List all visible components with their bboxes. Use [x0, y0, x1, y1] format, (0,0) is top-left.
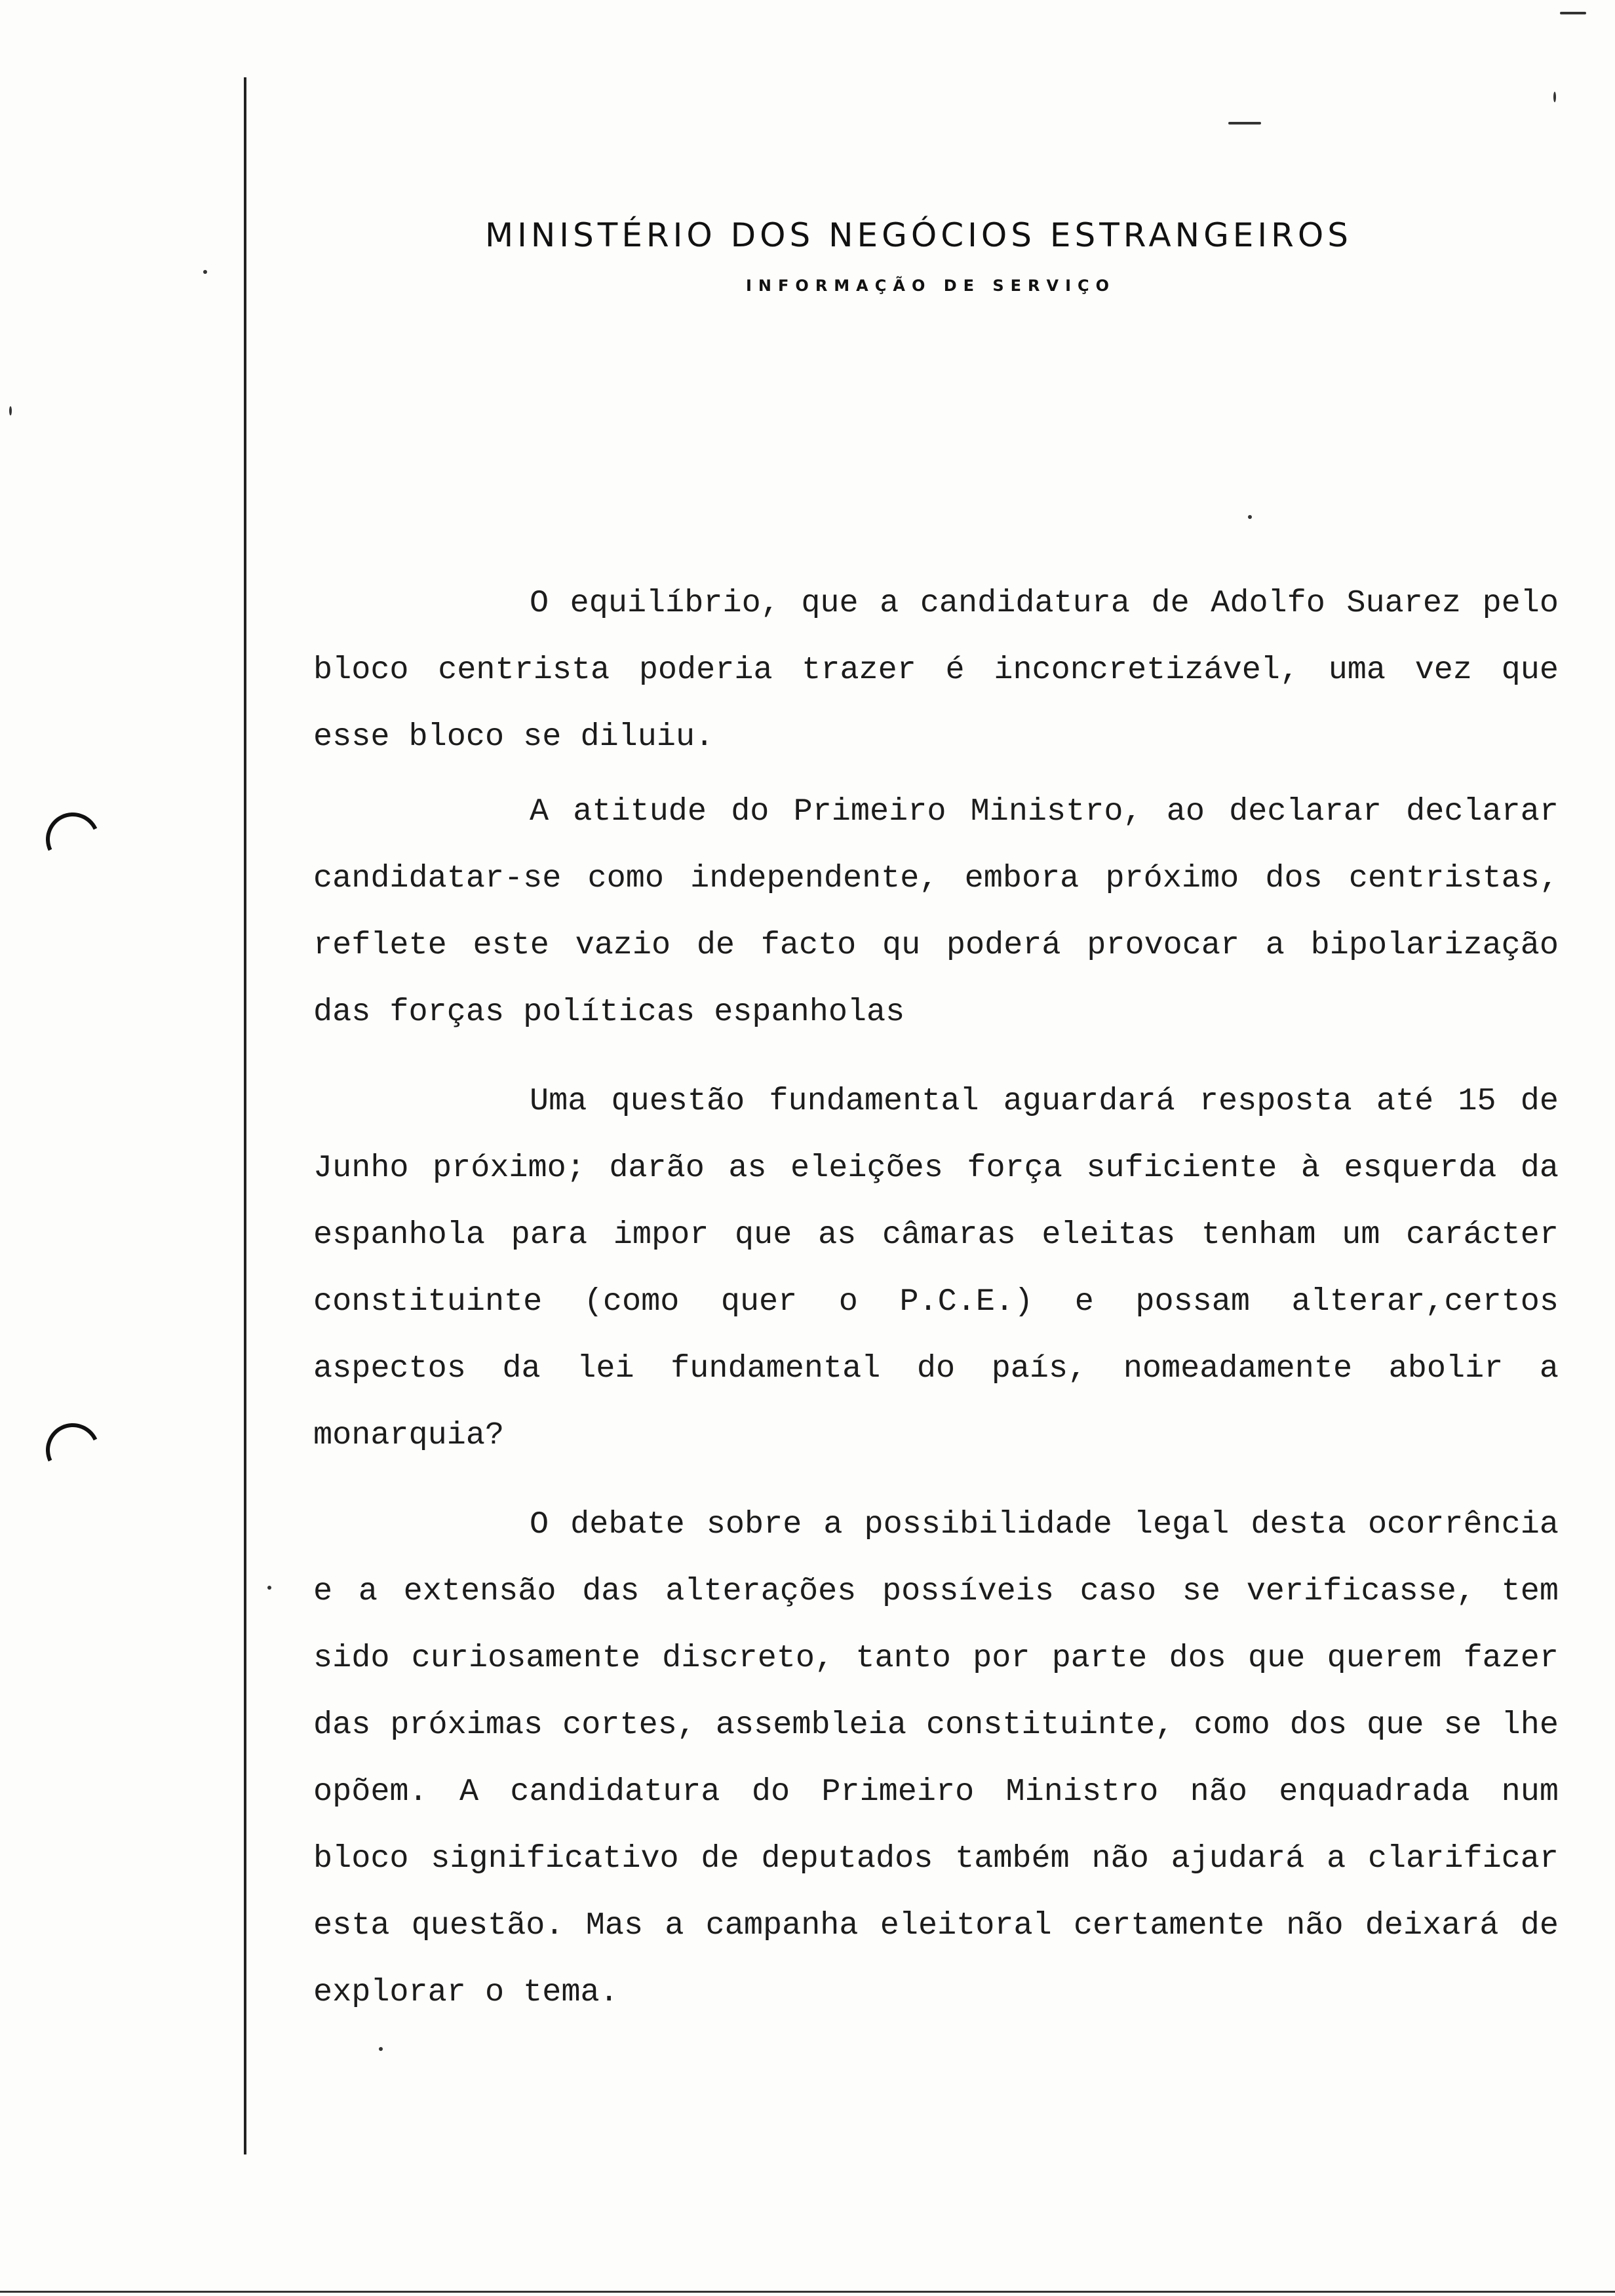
- scan-speck: [1228, 122, 1261, 124]
- paragraph-text: Uma questão fundamental aguardará resposta até 15 de Junho próximo; darão as eleições força suficiente à esquerda da espanhola para impor que as câmaras eleitas tenham um carácter constituinte (como quer o P.C.E.) e possam alterar,certos aspectos da lei fundamental do país, nomeadamente abolir a monarquia?: [313, 1083, 1559, 1453]
- paragraph-text: O equilíbrio, que a candidatura de Adolfo Suarez pelo bloco centrista poderia trazer é inconcretizável, uma vez que esse bloco se diluiu.: [313, 585, 1559, 755]
- scan-speck: [1553, 92, 1556, 102]
- letterhead-subtitle: INFORMAÇÃO DE SERVIÇO: [746, 277, 1116, 295]
- scan-speck: [267, 1586, 271, 1590]
- paragraph-text: O debate sobre a possibilidade legal desta ocorrência e a extensão das alterações possíveis caso se verificasse, tem sido curiosamente discreto, tanto por parte dos que querem fazer das próximas cortes, assembleia constituinte, como dos que se lhe opõem. A candidatura do Primeiro Ministro não enquadrada num bloco significativo de deputados também não ajudará a clarificar esta questão. Mas a campanha eleitoral certamente não deixará de explorar o tema.: [313, 1506, 1559, 2010]
- scan-speck: [379, 2047, 383, 2051]
- paragraph: [313, 1491, 1559, 2026]
- scan-speck: [1248, 515, 1252, 519]
- scan-speck: [9, 406, 12, 415]
- margin-rule: [244, 77, 246, 2154]
- page-bottom-edge: [0, 2291, 1615, 2293]
- letterhead-ministry: MINISTÉRIO DOS NEGÓCIOS ESTRANGEIROS: [485, 216, 1352, 254]
- paragraph: [313, 570, 1559, 771]
- paragraph: [313, 1068, 1559, 1469]
- document-body: [313, 570, 1559, 2026]
- punch-hole-mark: [38, 805, 107, 873]
- punch-hole-mark: [38, 1415, 107, 1484]
- scan-speck: [203, 270, 207, 274]
- paragraph: [313, 778, 1559, 1046]
- paragraph-text: A atitude do Primeiro Ministro, ao declarar declarar candidatar-se como independente, embora próximo dos centristas, reflete este vazio de facto qu poderá provocar a bipolarização das forças políticas espanholas: [313, 794, 1559, 1030]
- scan-speck: [1560, 12, 1586, 14]
